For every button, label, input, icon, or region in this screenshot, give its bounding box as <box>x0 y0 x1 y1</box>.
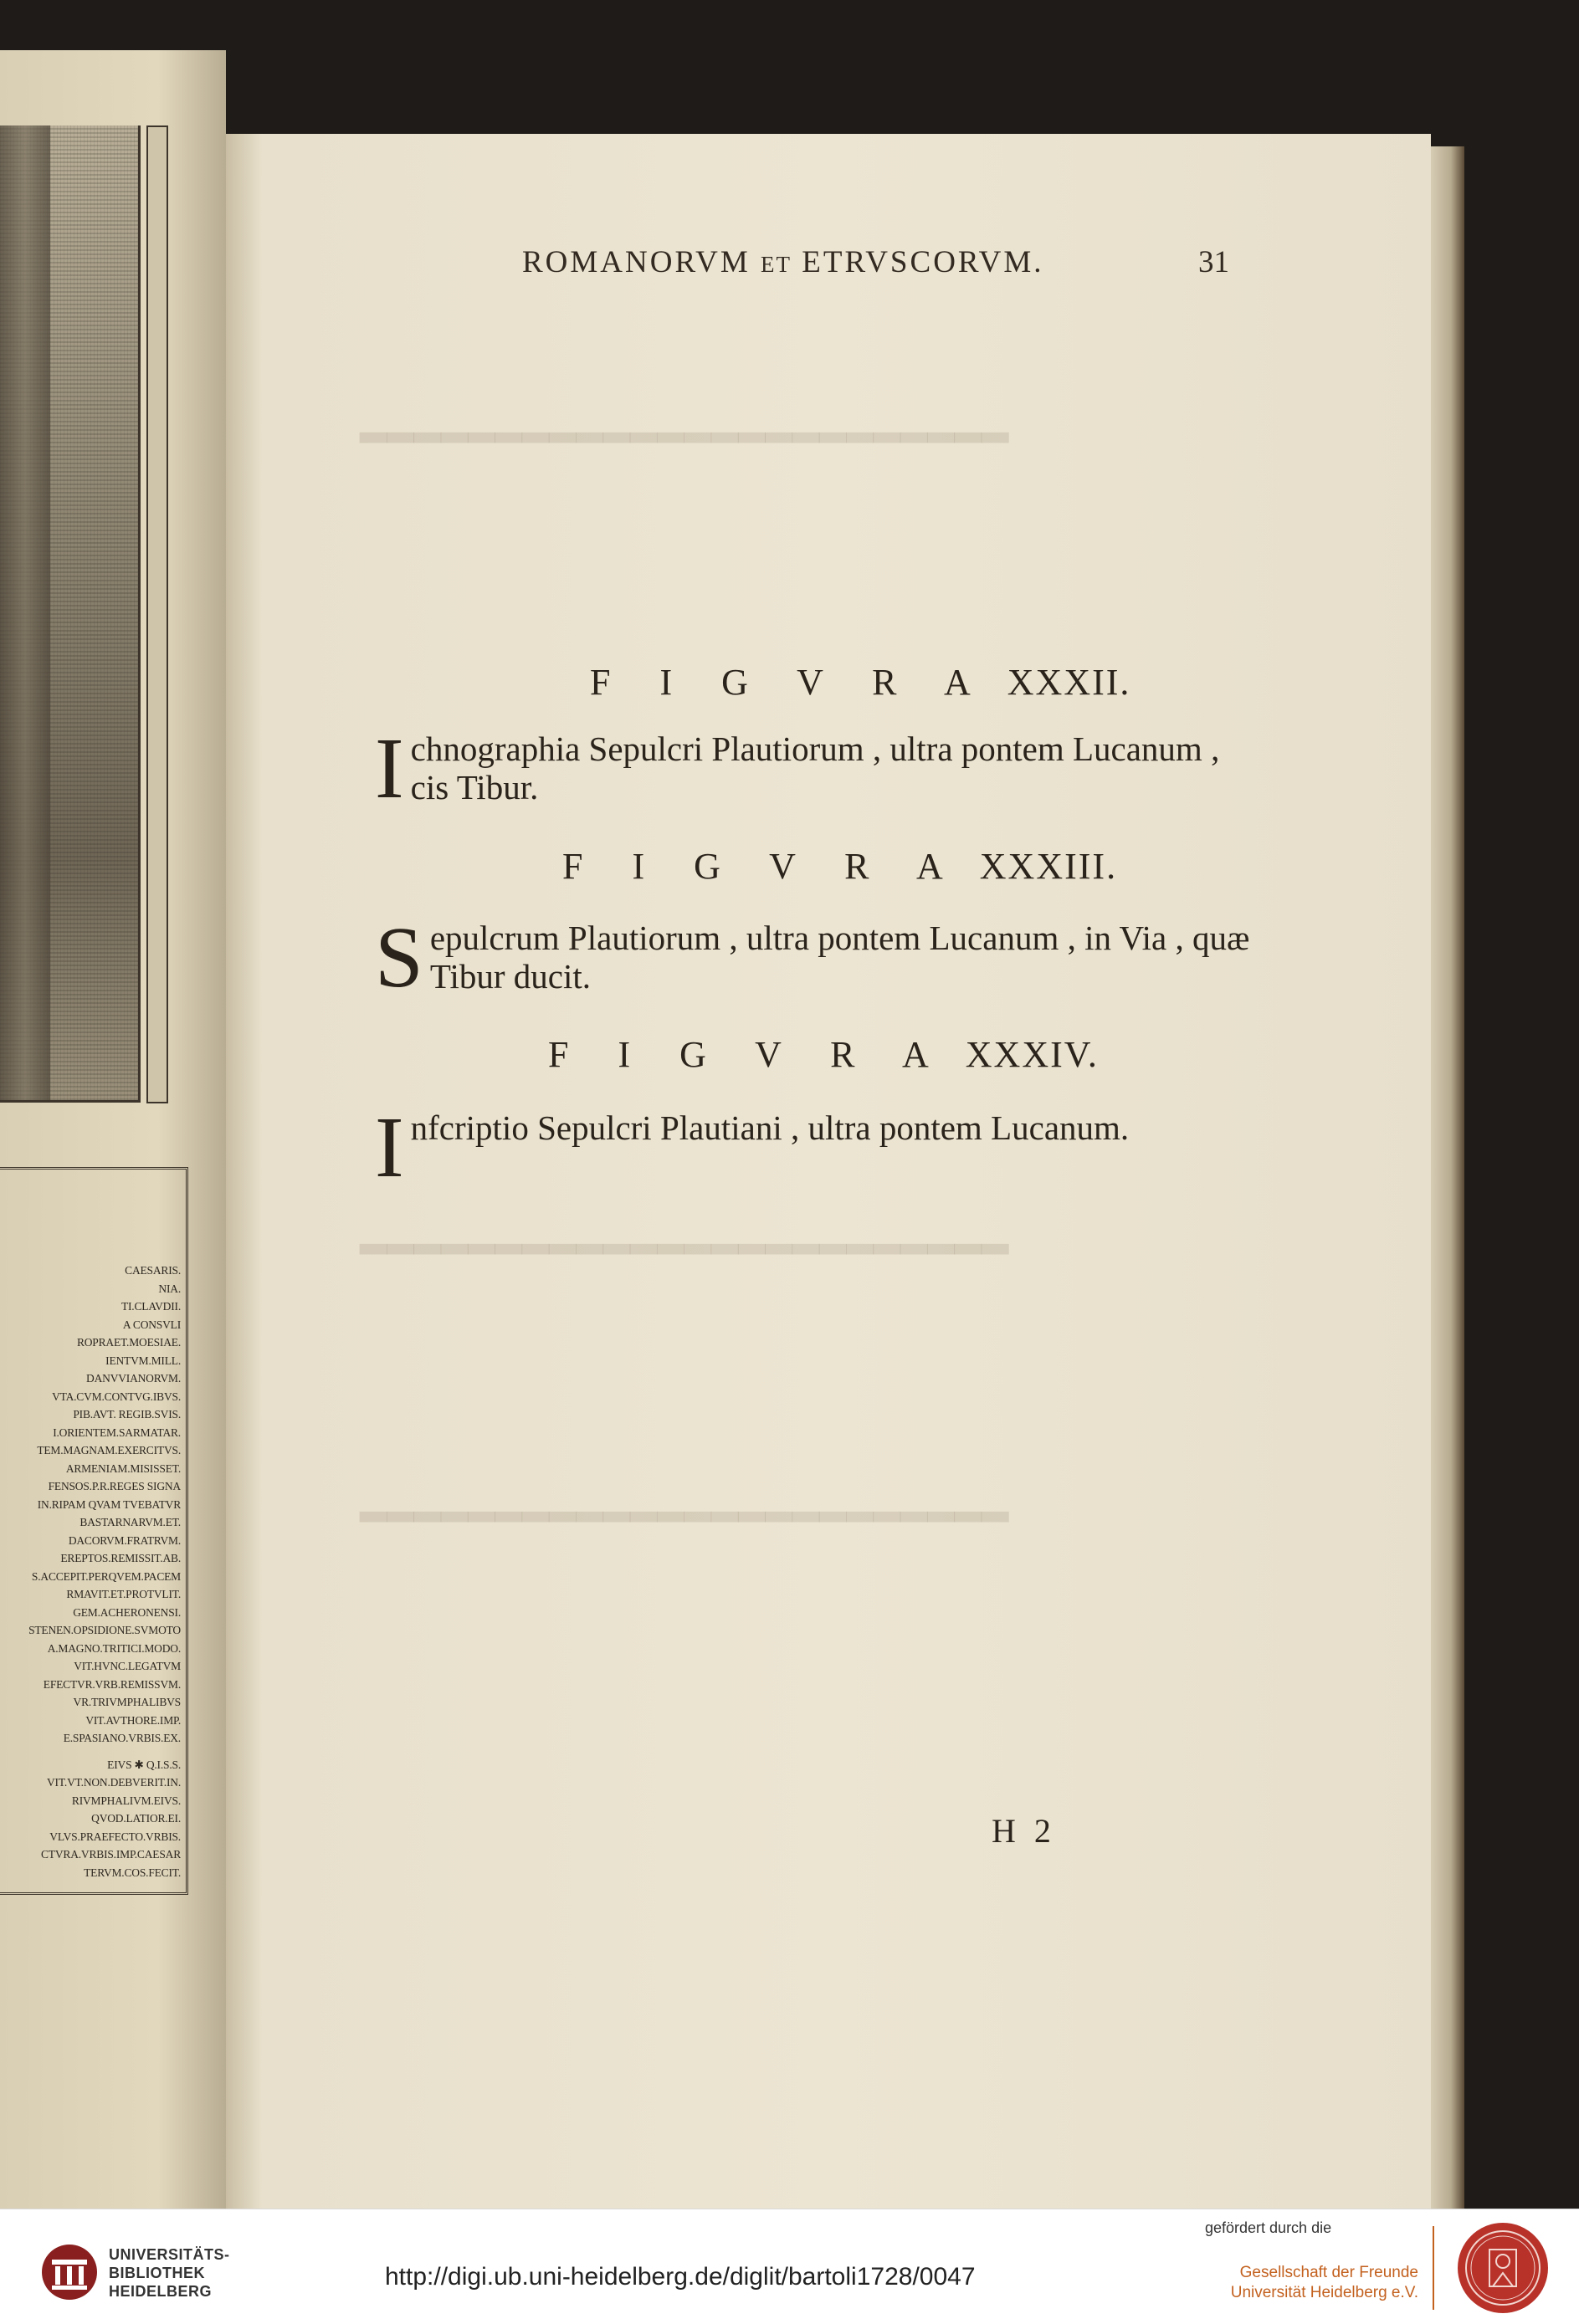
inscription-line: S.ACCEPIT.PERQVEM.PACEM <box>31 1569 181 1583</box>
inscription-line: ARMENIAM.MISISSET. <box>65 1461 181 1475</box>
library-name-line: BIBLIOTHEK <box>109 2265 205 2281</box>
inscription-line: A CONSVLI <box>122 1318 181 1331</box>
permalink-url[interactable]: http://digi.ub.uni-heidelberg.de/diglit/bartoli1728/0047 <box>385 2263 976 2291</box>
inscription-line: VIT.VT.NON.DEBVERIT.IN. <box>47 1776 181 1789</box>
inscription-line: CTVRA.VRBIS.IMP.CAESAR <box>40 1848 181 1861</box>
sponsor-divider <box>1433 2226 1434 2310</box>
inscription-line: VR.TRIVMPHALIBVS <box>73 1696 181 1708</box>
figure-caption <box>375 720 1220 816</box>
figure-title <box>590 661 1130 704</box>
figure-title-numeral: XXXII. <box>1007 662 1131 703</box>
running-head-part2: ETRVSCORVM. <box>802 245 1044 279</box>
figure-title-numeral: XXXIII. <box>979 846 1118 887</box>
show-through-text: ▂▂▂▂▂▂▂▂▂▂▂▂▂▂▂▂▂▂▂▂▂▂▂▂ <box>360 1483 1009 1522</box>
figure-caption <box>375 909 1250 1006</box>
inscription-line: IN.RIPAM QVAM TVEBATVR <box>37 1497 181 1511</box>
inscription-line: VLVS.PRAEFECTO.VRBIS. <box>49 1830 181 1843</box>
inscription-line: DANVVIANORVM. <box>86 1372 181 1385</box>
library-name <box>109 2245 230 2301</box>
inscription-line: VIT.AVTHORE.IMP. <box>85 1713 181 1727</box>
running-head-part1: ROMANORVM <box>522 245 751 279</box>
figure-title <box>562 845 1117 888</box>
figure-title-label: F I G V R A <box>590 662 991 703</box>
sponsor-name-line: Universität Heidelberg e.V. <box>1230 2284 1418 2301</box>
inscription-line: VIT.HVNC.LEGATVM <box>74 1660 181 1672</box>
inscription-line: FENSOS.P.R.REGES SIGNA <box>48 1480 181 1492</box>
inscription-line: TEM.MAGNAM.EXERCITVS. <box>37 1444 181 1456</box>
library-name-line: HEIDELBERG <box>109 2283 213 2300</box>
inscription-line: TERVM.COS.FECIT. <box>84 1866 181 1879</box>
sponsor-label: gefördert durch die <box>1205 2219 1332 2236</box>
figure-title-label: F I G V R A <box>562 846 963 887</box>
inscription-line: A.MAGNO.TRITICI.MODO. <box>47 1641 181 1655</box>
plate-border-strip <box>146 125 168 1103</box>
caption-line: Tibur ducit. <box>429 957 591 996</box>
inscription-line: BASTARNARVM.ET. <box>79 1516 181 1528</box>
running-head-conjunction: ET <box>761 252 792 277</box>
signature-mark: H 2 <box>992 1812 1056 1850</box>
inscription-line: EFECTVR.VRB.REMISSVM. <box>43 1677 181 1691</box>
sponsor-name <box>1209 2263 1418 2303</box>
inscription-line: DACORVM.FRATRVM. <box>68 1533 181 1547</box>
inscription-line: GEM.ACHERONENSI. <box>73 1605 181 1619</box>
inscription-line: STENEN.OPSIDIONE.SVMOTO <box>28 1624 181 1636</box>
inscription-line: TI.CLAVDII. <box>120 1300 181 1313</box>
inscription-line: PIB.AVT. REGIB.SVIS. <box>73 1408 181 1421</box>
inscription-line: E.SPASIANO.VRBIS.EX. <box>63 1732 181 1744</box>
library-name-line: UNIVERSITÄTS- <box>109 2246 230 2263</box>
figure-title-label: F I G V R A <box>548 1034 949 1075</box>
inscription-line: NIA. <box>158 1282 181 1295</box>
library-logo-icon <box>40 2243 99 2301</box>
inscription-line: I.ORIENTEM.SARMATAR. <box>53 1426 181 1439</box>
page-number: 31 <box>1198 245 1229 279</box>
inscription-line: VTA.CVM.CONTVG.IBVS. <box>52 1390 181 1403</box>
inscription-line: RMAVIT.ET.PROTVLIT. <box>66 1588 181 1600</box>
figure-title <box>548 1033 1099 1076</box>
inscription-line: ROPRAET.MOESIAE. <box>76 1336 181 1349</box>
inscription-line: RIVMPHALIVM.EIVS. <box>71 1794 181 1807</box>
caption-line: epulcrum Plautiorum , ultra pontem Lucanum , in Via , quæ <box>429 919 1250 957</box>
caption-line: chnographia Sepulcri Plautiorum , ultra pontem Lucanum , <box>410 729 1220 768</box>
inscription-line: CAESARIS. <box>125 1264 181 1277</box>
inscription-line: QVOD.LATIOR.EI. <box>91 1812 181 1825</box>
page-stack-edge <box>1431 146 1464 2209</box>
figure-caption <box>375 1099 1130 1195</box>
university-seal-icon <box>1456 2221 1550 2315</box>
left-plate-page <box>0 50 226 2209</box>
drop-initial: S <box>375 909 423 1006</box>
inscription-line: EIVS ✱ Q.I.S.S. <box>107 1758 181 1771</box>
figure-title-numeral: XXXIV. <box>965 1034 1099 1075</box>
engraved-column <box>0 125 50 1100</box>
caption-line: nfcriptio Sepulcri Plautiani , ultra pontem Lucanum. <box>410 1108 1130 1147</box>
caption-line: cis Tibur. <box>410 768 539 806</box>
running-head <box>522 244 1044 280</box>
drop-initial: I <box>375 720 404 816</box>
engraving-plate <box>0 125 141 1103</box>
show-through-text: ▂▂▂▂▂▂▂▂▂▂▂▂▂▂▂▂▂▂▂▂▂▂▂▂ <box>360 404 1009 443</box>
viewer-footer <box>0 2209 1579 2324</box>
inscription-line: IENTVM.MILL. <box>105 1354 181 1367</box>
plate-inscription <box>0 1167 188 1895</box>
sponsor-name-line: Gesellschaft der Freunde <box>1239 2264 1418 2281</box>
show-through-text: ▂▂▂▂▂▂▂▂▂▂▂▂▂▂▂▂▂▂▂▂▂▂▂▂ <box>360 1216 1009 1254</box>
inscription-line: EREPTOS.REMISSIT.AB. <box>60 1552 181 1564</box>
drop-initial: I <box>375 1099 404 1195</box>
